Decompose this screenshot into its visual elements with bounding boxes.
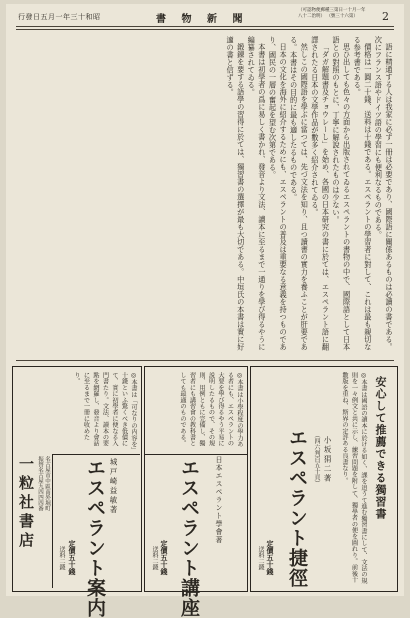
book-pages: （四六判百五十頁） bbox=[313, 432, 320, 486]
ad-headline: 安心して推薦できる獨習書 bbox=[374, 376, 387, 520]
price: 定價五十錢 bbox=[160, 540, 169, 575]
article-paragraph: 鍛錬を要する語學の習得に於ては、獨習書の選擇が最も大切である。中垣氏の本書は實に好適の書と信ずる。 bbox=[226, 36, 246, 351]
publisher-account: 振替名古屋九四四四番 bbox=[37, 456, 43, 511]
postal-registration: （可認物便郵種三第日一十月一年八十二治明） bbox=[298, 8, 366, 19]
article-paragraph: 日本の文化を海外に紹介するためにも、エスペラントの普及は重要なる意義を持つものであり、國民の一層の奮起を望む次第である。 bbox=[268, 36, 289, 351]
price: 定價五十錢 bbox=[266, 540, 275, 575]
section-divider bbox=[16, 360, 394, 361]
article-paragraph: 然しこの國際語を學ぶに當つては、先づ文法を知り、且つ讀書の實力を養ふことが肝要である。本書はその目的に最も適したるものである。 bbox=[289, 36, 310, 351]
publisher-address: 名古屋市中區南外堀町 bbox=[44, 456, 50, 511]
article-paragraph: 思ひ出しても色々の方面から出版されてゐるエスペラントの書物の中で、國際語として日本語との對照のもとに、丁寧に解說されたものは少ない。 bbox=[332, 36, 352, 351]
header-rule bbox=[16, 26, 394, 27]
ad-inner-rule bbox=[52, 454, 53, 588]
book-description: ◎本書は「可なりの内容を」十錢といふ驚くべき低價にて、實に初學者に便なる入門書たり。文法、讀本の要點を網羅し、發音より會話に至るまで一冊に收めたり。 bbox=[73, 372, 137, 451]
price: 定價五十錢 bbox=[68, 540, 77, 575]
issue-date: 行發日五月一年三十和昭 bbox=[18, 13, 101, 21]
article-paragraph: 語に精通する人は我家に必ず一冊は必要であり、國際語に關係あるものは必讀の書である。次にフランス語やドイツ語の學習にも便利なるものである。 bbox=[374, 36, 394, 351]
newspaper-title: 書 物 新 聞 bbox=[156, 14, 249, 25]
book-author: 城戸崎益敏著 bbox=[109, 458, 118, 515]
ad-esperanto-guide bbox=[12, 366, 142, 618]
postal-note bbox=[298, 8, 368, 20]
postage: 送料二錢 bbox=[151, 546, 158, 570]
issue-number: （號三十六第） bbox=[326, 14, 358, 19]
header-rule-double bbox=[16, 29, 394, 30]
book-title: エスペラント講座 bbox=[178, 458, 200, 618]
page-number: 2 bbox=[382, 10, 389, 23]
ad-esperanto-shortcut bbox=[250, 366, 398, 592]
book-title: エスペラント案内 bbox=[84, 458, 106, 618]
book-author: 小坂狷二著 bbox=[323, 436, 332, 484]
ad-inner-rule bbox=[144, 454, 248, 455]
ad-esperanto-course bbox=[144, 366, 248, 618]
book-description: ◎本書は小學程度の學力ある者にも、エスペラントの大要を學び得るやう平易に説明したるもので、その規則、用例ともに完備し、獨習者にも講習會の教科書としても最適のものである。 bbox=[179, 372, 243, 448]
publisher-name: 一粒社書店 bbox=[17, 456, 35, 551]
book-author: 日本エスペラント學會著 bbox=[215, 456, 223, 544]
ad-inner-rule bbox=[52, 454, 140, 455]
article-paragraph: 「ダガ解題書及チョウレーし」を始め、各國の日本研究の書に於ては、エスペラント語に翻譯されたる日本の文學作品が數多く紹介されてゐる。 bbox=[310, 36, 331, 351]
postage: 送料二錢 bbox=[257, 546, 264, 570]
article-paragraph: 價格は一圓二十錢、送料は十錢である。エスペラントの學習者に對して、これは最も親切なる参考書である。 bbox=[353, 36, 373, 351]
book-description: ◎本書は國語の讀本に於ける如く、課を追うて進む獨習書にして、文法の規則を一々例文と共に示し、練習問題を附して、獨學者の便を圖れり。前後十數版を重ね、斯界の定評ある良書なり。 bbox=[341, 372, 367, 584]
newspaper-page bbox=[6, 4, 404, 618]
book-title: エスペラント捷徑 bbox=[286, 428, 308, 588]
article-body bbox=[18, 36, 394, 358]
postage: 送料二錢 bbox=[58, 546, 65, 570]
article-paragraph: 本書は初學者の爲に易しく書かれ、發音より文法、讀本に至るまで一通りを學び得るやうに編纂されてゐる。 bbox=[247, 36, 267, 351]
